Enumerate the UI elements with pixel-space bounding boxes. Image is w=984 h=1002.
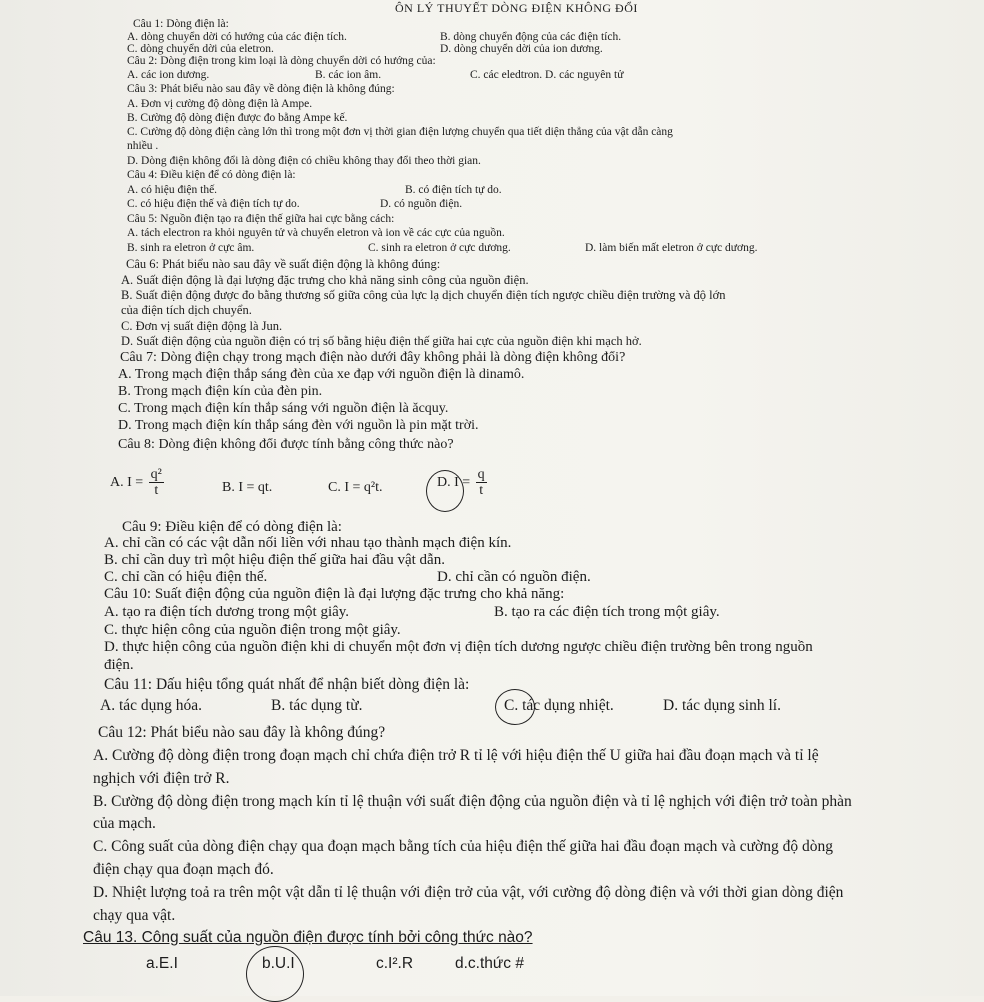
q8-option-a [110,467,166,499]
q10-option-a: A. tạo ra điện tích dương trong một giây. [104,604,350,620]
q12-option-b: B. Cường độ dòng điện trong mạch kín tỉ lệ thuận với suất điện động của nguồn điện và tỉ lệ nghịch với điện trở toàn phàn [93,793,852,810]
q8-answer-circle [426,470,464,512]
q5-option-a: A. tách electron ra khỏi nguyên tử và chuyển eletron và ion về các cực của nguồn. [127,227,505,239]
q10-option-c: C. thực hiện công của nguồn điện trong một giây. [104,622,401,638]
q12-option-a: A. Cường độ dòng điện trong đoạn mạch chỉ chứa điện trở R tỉ lệ với hiệu điện thế U giữa hai đầu đoạn mạch và tỉ lệ [93,747,819,764]
q8-option-c: C. I = q²t. [328,480,383,495]
q3-option-c-cont: nhiều . [127,140,159,152]
question-6: Câu 6: Phát biểu nào sau đây về suất điện động là không đúng: [126,257,441,271]
q13-option-d: d.c.thức # [455,955,524,972]
q12-option-b-cont: của mạch. [93,815,156,832]
question-9: Câu 9: Điều kiện để có dòng điện là: [122,519,342,535]
question-8: Câu 8: Dòng điện không đổi được tính bằng công thức nào? [118,437,454,452]
q7-option-a: A. Trong mạch điện thắp sáng đèn của xe đạp với nguồn điện là dinamô. [118,367,525,382]
q5-option-b: B. sinh ra eletron ở cực âm. [127,242,255,254]
q13-option-c: c.I².R [376,955,414,972]
q3-option-d: D. Dòng điện không đổi là dòng điện có chiều không thay đổi theo thời gian. [127,155,481,167]
q7-option-c: C. Trong mạch điện kín thắp sáng với nguồn điện là ăcquy. [118,401,449,416]
q8-d-fraction [476,467,487,499]
q6-option-d: D. Suất điện động của nguồn điện có trị số bằng hiệu điện thế giữa hai cực của nguồn điện khi mạch hở. [121,334,642,348]
q1-option-d: D. dòng chuyển dời của ion dương. [440,43,603,55]
q11-option-b: B. tác dụng từ. [271,697,363,714]
q5-option-d: D. làm biến mất eletron ở cực dương. [585,242,758,254]
q11-answer-circle [495,689,535,725]
q4-option-d: D. có nguồn điện. [380,198,463,210]
q8-a-numerator: q² [150,467,162,482]
q9-option-c: C. chỉ cần có hiệu điện thế. [104,569,268,585]
q12-option-a-cont: nghịch với điện trở R. [93,770,230,787]
q9-option-b: B. chỉ cần duy trì một hiệu điện thế giữa hai đầu vật dẫn. [104,552,445,568]
q1-option-a: A. dòng chuyển dời có hướng của các điện tích. [127,31,347,43]
q6-option-c: C. Đơn vị suất điện động là Jun. [121,319,283,333]
q13-answer-circle [246,946,304,1002]
q6-option-a: A. Suất điện động là đại lượng đặc trưng cho khả năng sinh công của nguồn điện. [121,273,529,287]
q4-option-b: B. có điện tích tự do. [405,184,502,196]
q11-option-a: A. tác dụng hóa. [100,697,203,714]
q8-d-lhs: D. I = [437,475,471,491]
q8-d-numerator: q [477,467,485,482]
question-7: Câu 7: Dòng điện chạy trong mạch điện nào dưới đây không phải là dòng điện không đổi? [120,350,626,365]
q2-option-cd: C. các eledtron. D. các nguyên tử [470,69,624,81]
q8-d-denominator: t [479,483,484,499]
question-10: Câu 10: Suất điện động của nguồn điện là đại lượng đặc trưng cho khả năng: [104,586,565,602]
q1-option-c: C. dòng chuyển dời của eletron. [127,43,274,55]
q8-a-denominator: t [154,483,159,499]
q3-option-b: B. Cường độ dòng điện được đo bằng Ampe kế. [127,112,348,124]
q7-option-d: D. Trong mạch điện kín thắp sáng đèn với nguồn là pin mặt trời. [118,418,479,433]
question-3: Câu 3: Phát biểu nào sau đây về dòng điện là không đúng: [127,83,395,95]
q4-option-c: C. có hiệu điện thế và điện tích tự do. [127,198,300,210]
q12-option-d-cont: chạy qua vật. [93,907,176,924]
q11-option-d: D. tác dụng sinh lí. [663,697,781,714]
q10-option-d-cont: điện. [104,657,134,673]
q12-option-d: D. Nhiệt lượng toả ra trên một vật dẫn tỉ lệ thuận với điện trở của vật, với cường độ dòng điện và với thời gian dòng điện [93,884,844,901]
q13-option-b: b.U.I [262,955,295,972]
question-11: Câu 11: Dấu hiệu tổng quát nhất để nhận biết dòng điện là: [104,676,470,693]
worksheet-title: ÔN LÝ THUYẾT DÒNG ĐIỆN KHÔNG ĐỔI [395,1,638,15]
q2-option-a: A. các ion dương. [127,69,210,81]
q10-option-d: D. thực hiện công của nguồn điện khi di chuyển một đơn vị điện tích dương ngược chiều điện trường bên trong nguồn [104,639,813,655]
q1-option-b: B. dòng chuyển động của các điện tích. [440,31,622,43]
question-1: Câu 1: Dòng điện là: [133,18,229,30]
q4-option-a: A. có hiệu điện thế. [127,184,218,196]
question-4: Câu 4: Điều kiện để có dòng điện là: [127,169,296,181]
q12-option-c: C. Công suất của dòng điện chạy qua đoạn mạch bằng tích của hiệu điện thế giữa hai đầu đoạn mạch và cường độ dòng [93,838,833,855]
q9-option-d: D. chỉ cần có nguồn điện. [437,569,591,585]
q3-option-c: C. Cường độ dòng điện càng lớn thì trong một đơn vị thời gian điện lượng chuyển qua tiết diện thẳng của vật dẫn càng [127,126,673,138]
question-2: Câu 2: Dòng điện trong kim loại là dòng chuyển dời có hướng của: [127,55,436,67]
q5-option-c: C. sinh ra eletron ở cực dương. [368,242,511,254]
q6-option-b: B. Suất điện động được đo bằng thương số giữa công của lực lạ dịch chuyển điện tích ngược chiều điện trường và độ lớn [121,288,726,302]
q3-option-a: A. Đơn vị cường độ dòng điện là Ampe. [127,98,313,110]
question-5: Câu 5: Nguồn điện tạo ra điện thế giữa hai cực bằng cách: [127,213,395,225]
q8-option-b: B. I = qt. [222,480,273,495]
q11-option-c: C. tác dụng nhiệt. [504,697,614,714]
q2-option-b: B. các ion âm. [315,69,382,81]
question-13: Câu 13. Công suất của nguồn điện được tính bởi công thức nào? [83,929,533,946]
q6-option-b-cont: của điện tích dịch chuyển. [121,303,252,317]
q10-option-b: B. tạo ra các điện tích trong một giây. [494,604,720,620]
q12-option-c-cont: điện chạy qua đoạn mạch đó. [93,861,274,878]
q8-a-fraction [149,467,164,499]
q13-option-a: a.E.I [146,955,178,972]
q8-a-lhs: A. I = [110,475,144,491]
question-12: Câu 12: Phát biểu nào sau đây là không đúng? [98,724,386,741]
q9-option-a: A. chỉ cần có các vật dẫn nối liền với nhau tạo thành mạch điện kín. [104,535,512,551]
q7-option-b: B. Trong mạch điện kín của đèn pin. [118,384,323,399]
